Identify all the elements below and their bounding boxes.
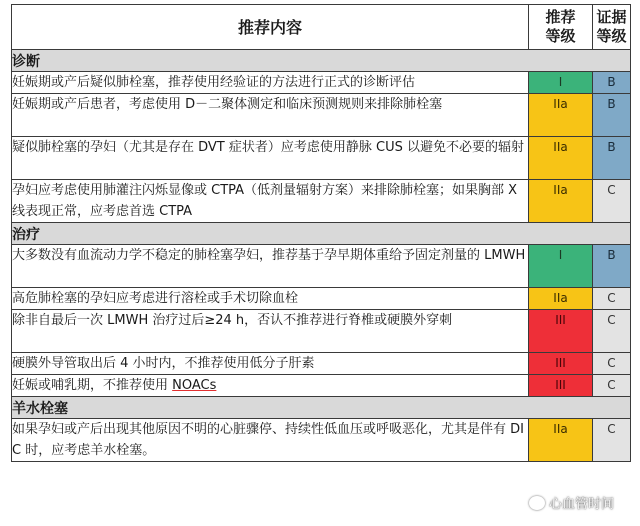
watermark — [529, 493, 614, 512]
level-badge: C — [593, 375, 631, 397]
class-badge: IIa — [529, 288, 593, 310]
recommendation-text: 除非自最后一次 LMWH 治疗过后≥24 h，否认不推荐进行脊椎或硬膜外穿刺 — [12, 310, 529, 353]
header-class-line2: 等级 — [545, 27, 576, 45]
noacs-term: NOACs — [172, 378, 217, 393]
class-badge: I — [529, 245, 593, 288]
recommendation-text: 妊娠期或产后疑似肺栓塞，推荐使用经验证的方法进行正式的诊断评估 — [12, 72, 529, 94]
level-badge: C — [593, 353, 631, 375]
section-row-diagnosis — [12, 50, 631, 72]
section-title: 治疗 — [12, 223, 631, 245]
recommendation-text — [12, 375, 529, 397]
table-row — [12, 288, 631, 310]
table-row — [12, 180, 631, 223]
level-badge: B — [593, 245, 631, 288]
recommendation-text: 高危肺栓塞的孕妇应考虑进行溶栓或手术切除血栓 — [12, 288, 529, 310]
recommendation-text: 孕妇应考虑使用肺灌注闪烁显像或 CTPA（低剂量辐射方案）来排除肺栓塞；如果胸部 X 线表现正常，应考虑首选 CTPA — [12, 180, 529, 223]
header-level-line1: 证据 — [596, 8, 627, 26]
header-class-line1: 推荐 — [545, 8, 576, 26]
chat-bubble-icon — [529, 496, 545, 510]
recommendation-table — [11, 4, 631, 462]
level-badge: C — [593, 180, 631, 223]
recommendation-text-plain: 妊娠或哺乳期，不推荐使用 — [12, 378, 173, 393]
class-badge: III — [529, 353, 593, 375]
level-badge: C — [593, 288, 631, 310]
recommendation-text: 大多数没有血流动力学不稳定的肺栓塞孕妇，推荐基于孕早期体重给予固定剂量的 LMWH — [12, 245, 529, 288]
level-badge: B — [593, 94, 631, 137]
header-class-of-recommendation — [529, 5, 593, 50]
level-badge: C — [593, 419, 631, 462]
table-row — [12, 137, 631, 180]
section-row-treatment — [12, 223, 631, 245]
header-content: 推荐内容 — [12, 5, 529, 50]
section-title: 诊断 — [12, 50, 631, 72]
class-badge: IIa — [529, 180, 593, 223]
class-badge: III — [529, 375, 593, 397]
table-row — [12, 375, 631, 397]
header-level-of-evidence — [593, 5, 631, 50]
table-row — [12, 310, 631, 353]
class-badge: IIa — [529, 94, 593, 137]
level-badge: B — [593, 72, 631, 94]
recommendation-text: 硬膜外导管取出后 4 小时内，不推荐使用低分子肝素 — [12, 353, 529, 375]
table-row — [12, 353, 631, 375]
table-row — [12, 94, 631, 137]
level-badge: B — [593, 137, 631, 180]
recommendation-text: 妊娠期或产后患者，考虑使用 D－二聚体测定和临床预测规则来排除肺栓塞 — [12, 94, 529, 137]
header-level-line2: 等级 — [596, 27, 627, 45]
class-badge: III — [529, 310, 593, 353]
class-badge: IIa — [529, 419, 593, 462]
section-title: 羊水栓塞 — [12, 397, 631, 419]
level-badge: C — [593, 310, 631, 353]
table-row — [12, 419, 631, 462]
class-badge: I — [529, 72, 593, 94]
recommendation-text: 疑似肺栓塞的孕妇（尤其是存在 DVT 症状者）应考虑使用静脉 CUS 以避免不必要的辐射 — [12, 137, 529, 180]
class-badge: IIa — [529, 137, 593, 180]
watermark-text: 心血管时间 — [548, 497, 614, 512]
table-header-row — [12, 5, 631, 50]
table-row — [12, 72, 631, 94]
section-row-amniotic-embolism — [12, 397, 631, 419]
recommendation-text: 如果孕妇或产后出现其他原因不明的心脏骤停、持续性低血压或呼吸恶化，尤其是伴有 DIC 时，应考虑羊水栓塞。 — [12, 419, 529, 462]
table-row — [12, 245, 631, 288]
